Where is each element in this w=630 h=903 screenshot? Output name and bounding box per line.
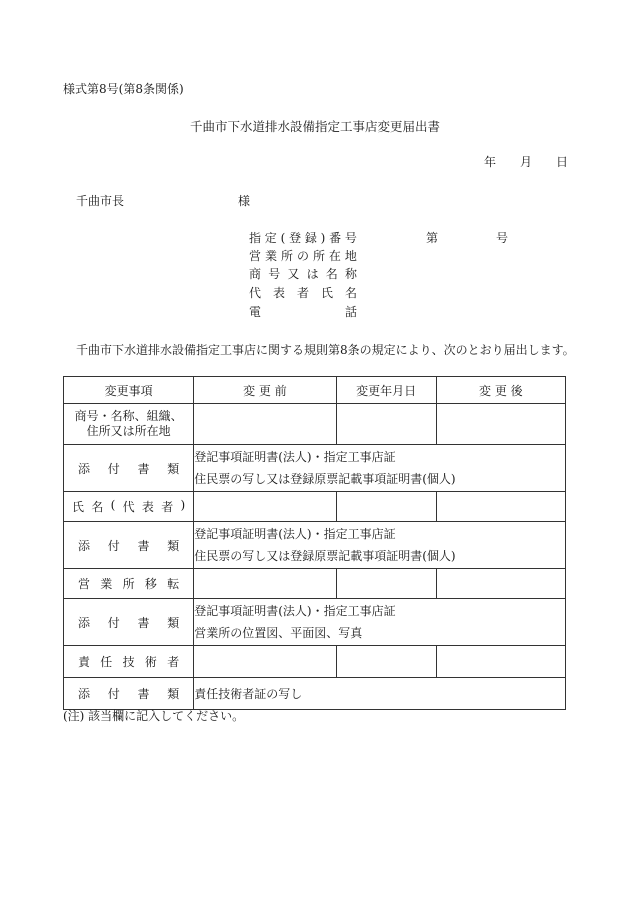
header-after: 変 更 後: [436, 377, 565, 404]
item-attachments: [64, 599, 194, 646]
phone-label: 電 話: [249, 305, 357, 319]
date-cell[interactable]: [336, 569, 436, 599]
footnote: (注) 該当欄に記入してください。: [63, 709, 245, 723]
item-office-relocation: [64, 569, 194, 599]
item-trade-name-org-address: [64, 404, 194, 445]
document-title: 千曲市下水道排水設備指定工事店変更届出書: [189, 119, 440, 134]
after-cell[interactable]: [436, 492, 565, 522]
date-cell[interactable]: [336, 646, 436, 678]
table-row: [64, 445, 566, 492]
address-label: 営 業 所 の 所 在 地: [249, 249, 357, 263]
attachment-line: 責任技術者証の写し: [194, 686, 303, 701]
table-row: [64, 492, 566, 522]
addressee-name: 千曲市長: [76, 194, 125, 208]
table-row: [64, 646, 566, 678]
attachment-line: 登記事項証明書(法人)・指定工事店証: [194, 527, 396, 541]
after-cell[interactable]: [436, 569, 565, 599]
attachment-line: 登記事項証明書(法人)・指定工事店証: [194, 450, 396, 464]
table-row: [64, 522, 566, 569]
before-cell[interactable]: [194, 646, 336, 678]
item-label: 添 付 書 類: [78, 687, 180, 701]
addressee-honorific: 様: [238, 194, 251, 208]
item-line: 商号・名称、組織、: [74, 409, 183, 423]
representative-label: 代 表 者 氏 名: [249, 286, 357, 300]
table-row: [64, 678, 566, 710]
item-attachments: [64, 522, 194, 569]
attachments-cell: [194, 445, 566, 492]
table-row: [64, 569, 566, 599]
trade-name-label: 商 号 又 は 名 称: [249, 267, 357, 281]
item-label: 氏 名 ( 代 表 者 ): [72, 498, 186, 514]
attachments-cell: [194, 522, 566, 569]
attachment-line: 登記事項証明書(法人)・指定工事店証: [194, 604, 396, 618]
header-before: 変 更 前: [194, 377, 336, 404]
date-month: 月: [520, 155, 533, 169]
header-change-item: 変更事項: [64, 377, 194, 404]
attachment-line: 住民票の写し又は登録原票記載事項証明書(個人): [194, 472, 456, 486]
item-name-representative: [64, 492, 194, 522]
after-cell[interactable]: [436, 404, 565, 445]
reg-number-dai: 第: [426, 231, 439, 245]
date-day: 日: [556, 155, 569, 169]
notice-text: 千曲市下水道排水設備指定工事店に関する規則第8条の規定により、次のとおり届出します。: [76, 343, 575, 357]
item-attachments: [64, 678, 194, 710]
table-header-row: [64, 377, 566, 404]
item-chief-engineer: [64, 646, 194, 678]
form-number: 様式第8号(第8条関係): [63, 82, 184, 96]
item-label: 責 任 技 術 者: [78, 655, 180, 669]
item-label: 営 業 所 移 転: [78, 577, 180, 591]
reg-number-label: 指 定 ( 登 録 ) 番 号: [249, 231, 357, 245]
item-label: 添 付 書 類: [78, 461, 180, 476]
attachment-line: 住民票の写し又は登録原票記載事項証明書(個人): [194, 549, 456, 563]
date-cell[interactable]: [336, 404, 436, 445]
before-cell[interactable]: [194, 404, 336, 445]
header-change-date: 変更年月日: [336, 377, 436, 404]
attachments-cell: [194, 678, 566, 710]
item-line: 住所又は所在地: [86, 424, 171, 438]
table-row: [64, 404, 566, 445]
table-row: [64, 599, 566, 646]
reg-number-go: 号: [496, 231, 509, 245]
item-label: 添 付 書 類: [78, 538, 180, 553]
date-year: 年: [484, 155, 497, 169]
attachment-line: 営業所の位置図、平面図、写真: [194, 626, 363, 640]
before-cell[interactable]: [194, 569, 336, 599]
item-label: 添 付 書 類: [78, 615, 180, 630]
date-cell[interactable]: [336, 492, 436, 522]
attachments-cell: [194, 599, 566, 646]
item-attachments: [64, 445, 194, 492]
after-cell[interactable]: [436, 646, 565, 678]
change-table: [63, 376, 566, 710]
before-cell[interactable]: [194, 492, 336, 522]
